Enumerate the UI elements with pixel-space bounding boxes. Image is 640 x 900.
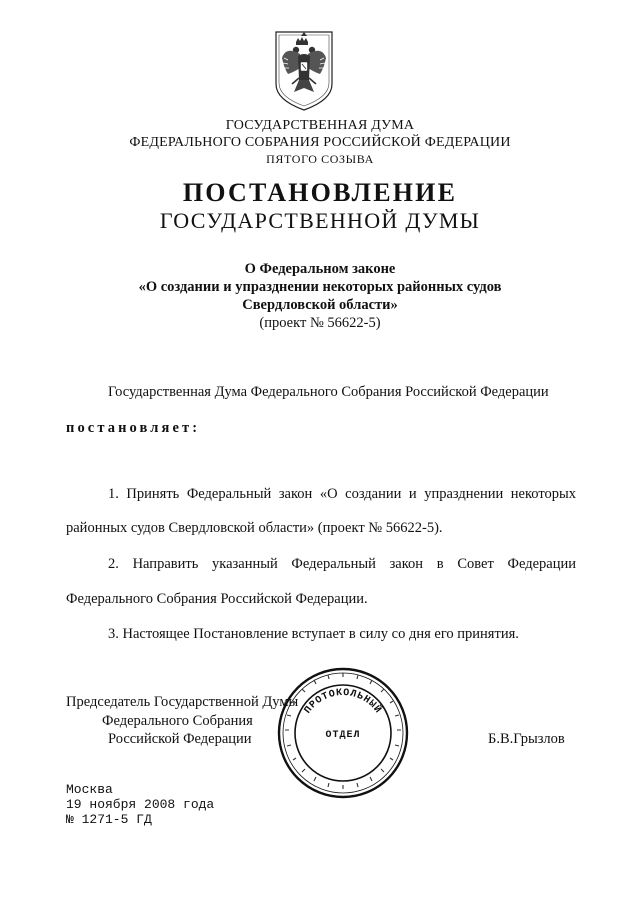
subject-line2: «О создании и упразднении некоторых районных судов	[138, 279, 502, 295]
svg-text:ПРОТОКОЛЬНЫЙ	[303, 688, 386, 716]
item2-line1: 2. Направить указанный Федеральный закон в Совет Федерации	[108, 556, 576, 572]
resolves-word: постановляет:	[66, 420, 201, 436]
subject-line3: Свердловской области»	[242, 297, 398, 313]
org-name-line1: ГОСУДАРСТВЕННАЯ ДУМА	[225, 118, 415, 133]
document-title: ПОСТАНОВЛЕНИЕ	[182, 178, 458, 207]
stamp-center-text: ОТДЕЛ	[325, 730, 361, 741]
footer-number: № 1271-5 ГД	[66, 812, 152, 827]
item3: 3. Настоящее Постановление вступает в силу со дня его принятия.	[108, 626, 519, 642]
signatory-position-line2: Федерального Собрания	[102, 713, 253, 729]
item1-line1: 1. Принять Федеральный закон «О создании и упразднении некоторых	[108, 486, 576, 502]
coat-of-arms-emblem-icon	[272, 28, 336, 112]
signatory-name: Б.В.Грызлов	[488, 731, 565, 747]
subject-line1: О Федеральном законе	[244, 261, 396, 277]
project-number: (проект № 56622-5)	[259, 315, 381, 331]
signatory-position-line3: Российской Федерации	[108, 731, 252, 747]
item1-line2: районных судов Свердловской области» (проект № 56622-5).	[66, 520, 443, 536]
org-name-line2: ФЕДЕРАЛЬНОГО СОБРАНИЯ РОССИЙСКОЙ ФЕДЕРАЦИИ	[129, 135, 511, 150]
subject-block	[0, 260, 640, 332]
stamp-top-text: ПРОТОКОЛЬНЫЙ	[302, 687, 384, 717]
document-subtitle: ГОСУДАРСТВЕННОЙ ДУМЫ	[159, 208, 481, 233]
footer-date: 19 ноября 2008 года	[66, 797, 215, 812]
preamble: Государственная Дума Федерального Собрания Российской Федерации	[108, 384, 549, 400]
signatory-position-line1: Председатель Государственной Думы	[66, 694, 299, 710]
convocation: ПЯТОГО СОЗЫВА	[266, 152, 374, 166]
footer-city: Москва	[66, 782, 113, 797]
official-stamp-icon	[276, 666, 410, 800]
item2-line2: Федерального Собрания Российской Федерации.	[66, 591, 368, 607]
